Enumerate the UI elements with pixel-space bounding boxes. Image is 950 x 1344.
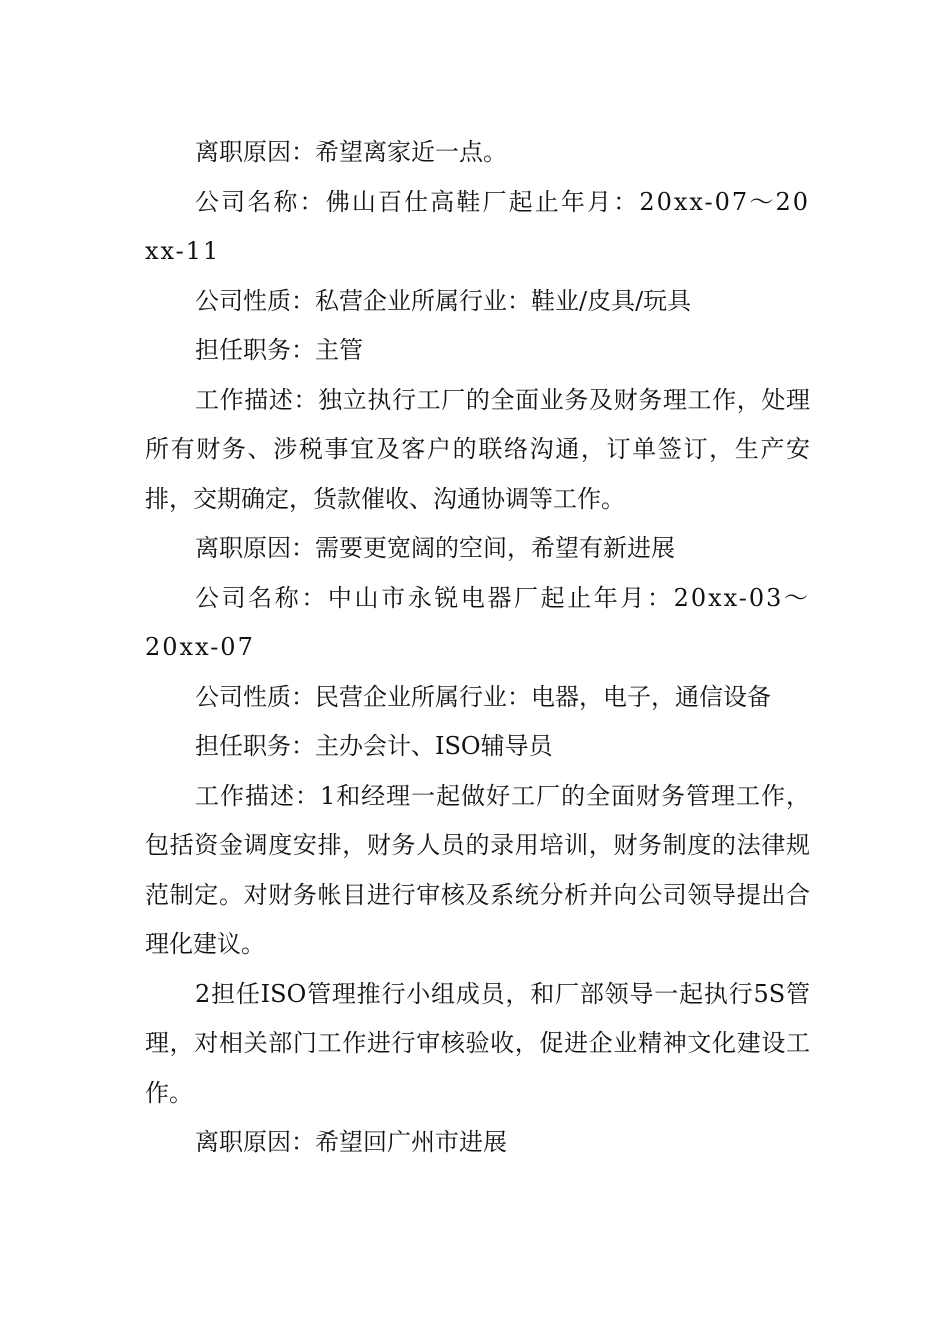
document-body — [145, 128, 810, 1168]
job-description-2: 工作描述：1和经理一起做好工厂的全面财务管理工作，包括资金调度安排，财务人员的录用培训，财务制度的法律规范制定。对财务帐目进行审核及系统分析并向公司领导提出合理化建议。 — [145, 781, 810, 958]
resignation-reason-3: 离职原因：希望回广州市进展 — [195, 1128, 507, 1156]
resignation-reason-1: 离职原因：希望离家近一点。 — [195, 138, 507, 166]
company-name-1: 公司名称：佛山百仕高鞋厂起止年月：20xx-07～20xx-11 — [145, 187, 810, 265]
position-1: 担任职务：主管 — [195, 336, 363, 364]
job-description-2-item-2: 2担任ISO管理推行小组成员，和厂部领导一起执行5S管理，对相关部门工作进行审核验收，促进企业精神文化建设工作。 — [145, 979, 810, 1107]
company-name-2: 公司名称：中山市永锐电器厂起止年月：20xx-03～20xx-07 — [145, 583, 810, 661]
company-nature-2: 公司性质：民营企业所属行业：电器，电子，通信设备 — [195, 682, 771, 711]
position-2: 担任职务：主办会计、ISO辅导员 — [195, 732, 553, 760]
resignation-reason-2: 离职原因：需要更宽阔的空间，希望有新进展 — [195, 534, 675, 562]
job-description-1: 工作描述：独立执行工厂的全面业务及财务理工作，处理所有财务、涉税事宜及客户的联络沟通，订单签订，生产安排，交期确定，货款催收、沟通协调等工作。 — [145, 385, 810, 513]
company-nature-1: 公司性质：私营企业所属行业：鞋业/皮具/玩具 — [195, 286, 692, 315]
